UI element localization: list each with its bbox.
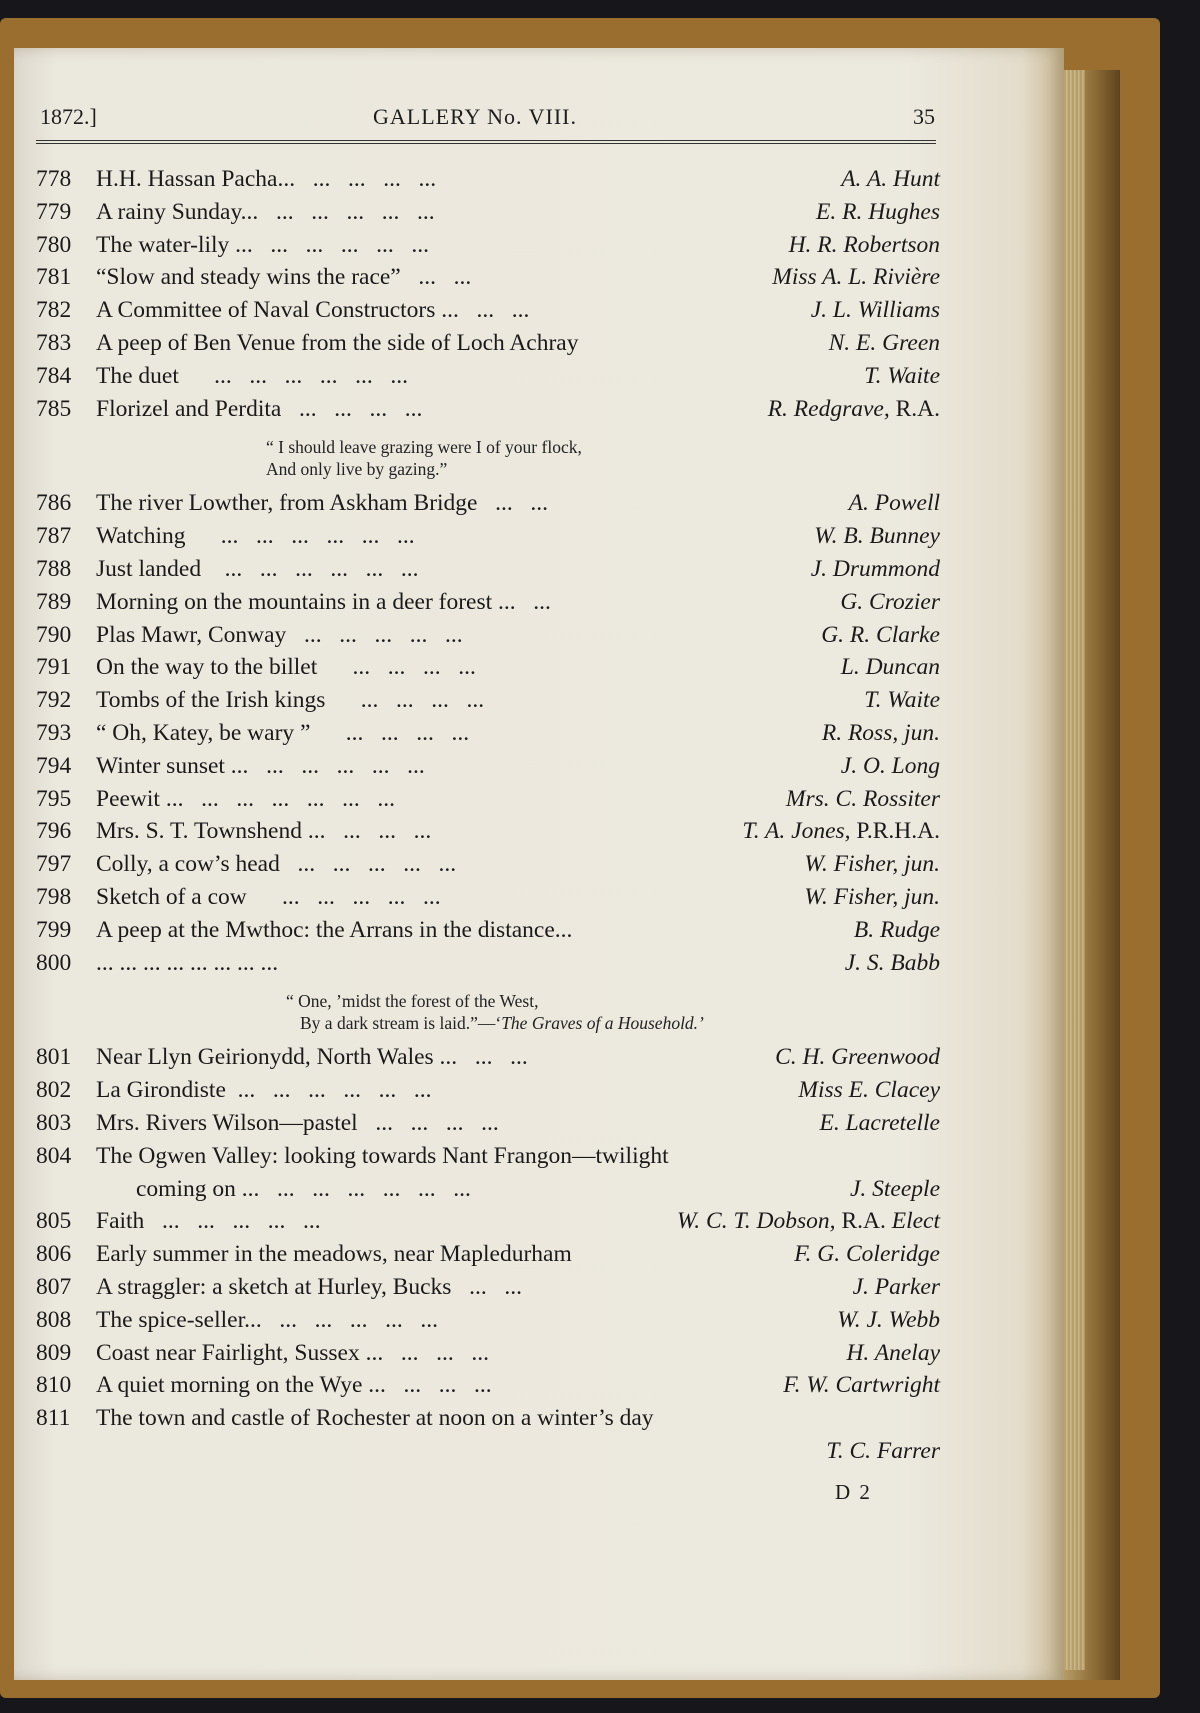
- entry-artist: [816, 199, 940, 226]
- entry-title: [96, 1044, 528, 1071]
- leader-dots: ... ... ... ... ...: [144, 1208, 321, 1235]
- entry-number: 805: [36, 1208, 72, 1235]
- entry-title-text: “ Oh, Katey, be wary ”: [96, 719, 311, 746]
- quote-block: [36, 428, 940, 490]
- entry-title: [96, 622, 463, 649]
- entry-number: 803: [36, 1109, 72, 1136]
- artist-name: T. Waite: [864, 362, 940, 389]
- entry-group: [36, 490, 940, 982]
- entry-title-text: Florizel and Perdita: [96, 395, 282, 422]
- entry-artist: [829, 330, 940, 357]
- entry-number: 779: [36, 198, 72, 225]
- catalogue-entry: [36, 523, 940, 556]
- artist-name: W. Fisher, jun.: [804, 883, 940, 910]
- catalogue-entry: [36, 264, 940, 297]
- entry-title-text: Colly, a cow’s head: [96, 851, 280, 878]
- entry-title-text: La Girondiste: [96, 1077, 226, 1104]
- entry-title-text: Faith: [96, 1208, 145, 1235]
- entry-number: 811: [36, 1405, 71, 1432]
- leader-dots: ... ... ... ... ... ...: [259, 1175, 471, 1202]
- artist-name: L. Duncan: [840, 654, 940, 681]
- entry-title: [96, 851, 456, 878]
- leader-dots: ... ... ... ...: [357, 1109, 499, 1136]
- entry-group: [36, 166, 940, 428]
- entry-number: 790: [36, 621, 72, 648]
- artist-name: G. Crozier: [840, 588, 940, 615]
- entry-title: [96, 1241, 572, 1268]
- artist-name: F. W. Cartwright: [783, 1372, 940, 1399]
- leader-dots: ... ... ... ... ...: [252, 231, 430, 258]
- artist-name: J. Steeple: [849, 1175, 940, 1202]
- header-year: 1872.]: [40, 104, 97, 129]
- entry-artist: [840, 589, 940, 616]
- quote-line: [286, 1012, 940, 1034]
- entry-artist: [822, 720, 940, 747]
- catalogue-entry: [36, 1143, 940, 1176]
- catalogue-entry: [36, 490, 940, 523]
- leader-dots: ... ... ...: [385, 1372, 492, 1399]
- entry-artist: [853, 1274, 940, 1301]
- entry-artist: [841, 654, 940, 681]
- entry-title-text: Morning on the mountains in a deer forest: [96, 588, 493, 615]
- artist-name: J. Parker: [852, 1273, 940, 1300]
- entry-title: [96, 363, 408, 390]
- entry-title-text: Early summer in the meadows, near Mapledurham: [96, 1241, 572, 1268]
- leader-dots: ... ... ... ... ... ...: [201, 555, 419, 582]
- artist-name: J. S. Babb: [844, 949, 940, 976]
- entry-number: 802: [36, 1077, 72, 1104]
- leader-dots: ... ...: [457, 1044, 528, 1071]
- leader-dots: ... ...: [458, 297, 530, 324]
- leader-dots: ... ... ...: [325, 818, 432, 845]
- entry-artist: [850, 1176, 940, 1203]
- entry-artist: [814, 523, 940, 550]
- leader-dots: ... ... ... ...: [281, 395, 423, 422]
- catalogue-entry: [36, 917, 940, 950]
- catalogue-entry: [36, 1438, 940, 1471]
- entry-artist: [841, 753, 940, 780]
- entry-number: 795: [36, 785, 72, 812]
- catalogue-entry: [36, 851, 940, 884]
- entry-artist: [789, 232, 940, 259]
- artist-name: J. L. Williams: [810, 297, 940, 324]
- artist-name: W. J. Webb: [837, 1306, 940, 1333]
- catalogue-entry: [36, 1372, 940, 1405]
- catalogue-entry: [36, 199, 940, 232]
- entry-artist: [854, 917, 940, 944]
- entry-title-text: Near Llyn Geirionydd, North Wales ...: [96, 1044, 458, 1071]
- entry-title: [96, 1372, 492, 1399]
- entry-title: [96, 654, 476, 681]
- entry-artist: [677, 1208, 940, 1235]
- leader-dots: ... ... ... ... ...: [277, 166, 437, 192]
- catalogue-entry: [36, 297, 940, 330]
- entry-number: 791: [36, 654, 72, 681]
- header-gallery: GALLERY No. VIII.: [373, 104, 577, 129]
- artist-name: E. Lacretelle: [819, 1109, 940, 1136]
- entry-title: [96, 1143, 669, 1170]
- catalogue-entry: [36, 884, 940, 917]
- running-header: [40, 104, 935, 134]
- entry-number: 783: [36, 329, 72, 356]
- artist-name: Miss A. L. Rivière: [772, 264, 940, 291]
- artist-name: H. R. Robertson: [788, 231, 940, 258]
- artist-name: A. Powell: [848, 490, 940, 517]
- entry-artist: [804, 884, 940, 911]
- catalogue-entry: [36, 622, 940, 655]
- entry-title-text: The water-lily ...: [96, 231, 253, 258]
- header-rule: [36, 140, 936, 144]
- entry-number: 797: [36, 851, 72, 878]
- entry-title: [96, 818, 431, 845]
- entry-number: 794: [36, 752, 72, 779]
- artist-name: G. R. Clarke: [821, 621, 940, 648]
- artist-suffix: R.A.: [835, 1208, 892, 1235]
- entry-number: 782: [36, 297, 72, 324]
- entry-title: [96, 917, 572, 944]
- page-number: 35: [913, 104, 935, 129]
- entry-title-text: The Ogwen Valley: looking towards Nant Frangon—twilight: [96, 1142, 669, 1169]
- entry-group: [36, 1044, 940, 1470]
- entry-artist: [775, 1044, 940, 1071]
- entry-artist: [786, 786, 940, 813]
- entry-number: 808: [36, 1306, 72, 1333]
- entry-title-text: Tombs of the Irish kings: [96, 687, 326, 714]
- entry-title-text: Mrs. Rivers Wilson—pastel: [96, 1109, 358, 1136]
- quote-line: “ One, ’midst the forest of the West,: [286, 991, 539, 1012]
- entry-number: 778: [36, 166, 72, 192]
- quote-line: “ I should leave grazing were I of your flock,: [266, 437, 582, 458]
- catalogue-list: [36, 166, 940, 1471]
- artist-name: T. Waite: [864, 687, 940, 714]
- entry-artist: [846, 1340, 940, 1367]
- signature-mark: D 2: [835, 1480, 872, 1504]
- artist-name: F. G. Coleridge: [794, 1241, 940, 1268]
- entry-number: 793: [36, 719, 72, 746]
- quote-block: [36, 982, 940, 1044]
- entry-title-text: A peep of Ben Venue from the side of Loch Achray: [96, 329, 579, 356]
- catalogue-entry: [36, 589, 940, 622]
- entry-artist: [826, 1438, 940, 1465]
- entry-title: [96, 264, 471, 291]
- artist-suffix-italic: Elect: [891, 1208, 940, 1235]
- artist-name: B. Rudge: [853, 916, 940, 943]
- catalogue-entry: [36, 818, 940, 851]
- entry-title: [96, 786, 395, 813]
- entry-title-text: A Committee of Naval Constructors ...: [96, 297, 459, 324]
- catalogue-entry: [36, 232, 940, 265]
- artist-name: Mrs. C. Rossiter: [785, 785, 940, 812]
- entry-title: [96, 556, 418, 583]
- entry-title: [96, 1340, 489, 1367]
- entry-artist: [821, 622, 940, 649]
- entry-number: 786: [36, 490, 72, 517]
- entry-title: [96, 1274, 522, 1301]
- entry-artist: [742, 818, 940, 845]
- entry-title-text: A peep at the Mwthoc: the Arrans in the distance...: [96, 916, 573, 943]
- leader-dots: ... ... ... ... ...: [258, 198, 435, 225]
- catalogue-entry: [36, 786, 940, 819]
- entry-artist: [849, 490, 940, 517]
- entry-title-text: “Slow and steady wins the race”: [96, 264, 401, 291]
- artist-name: R. Ross,: [821, 719, 899, 746]
- entry-title-text: On the way to the billet: [96, 654, 318, 681]
- entry-title-text: The town and castle of Rochester at noon on a winter’s day: [96, 1405, 654, 1432]
- entry-title-text: A rainy Sunday...: [96, 198, 259, 225]
- entry-artist: [794, 1241, 940, 1268]
- entry-number: 801: [36, 1044, 72, 1071]
- catalogue-entry: [36, 1044, 940, 1077]
- entry-title: [96, 330, 578, 357]
- artist-name: N. E. Green: [828, 329, 940, 356]
- entry-artist: [841, 166, 940, 193]
- entry-title-text: Sketch of a cow: [96, 883, 247, 910]
- entry-number: 784: [36, 362, 72, 389]
- leader-dots: ... ...: [451, 1273, 522, 1300]
- entry-number: 796: [36, 818, 72, 845]
- entry-number: 788: [36, 555, 72, 582]
- entry-title: [96, 166, 436, 193]
- entry-number: 799: [36, 916, 72, 943]
- entry-title: [96, 1077, 432, 1104]
- quote-text: By a dark stream is laid.”—‘: [300, 1013, 502, 1034]
- entry-title-text: A quiet morning on the Wye ...: [96, 1372, 386, 1399]
- entry-title: [96, 589, 551, 616]
- quote-source: The Graves of a Household.’: [501, 1013, 704, 1034]
- entry-title-text: The spice-seller...: [96, 1306, 262, 1333]
- leader-dots: ... ...: [492, 588, 551, 615]
- entry-artist: [798, 1077, 940, 1104]
- entry-title: [96, 396, 422, 423]
- catalogue-entry: [36, 753, 940, 786]
- leader-dots: ... ... ... ...: [325, 687, 485, 714]
- leader-dots: ... ... ... ...: [310, 719, 470, 746]
- entry-artist: [772, 264, 940, 291]
- leader-dots: ... ... ... ... ... ...: [178, 362, 408, 389]
- artist-name: J. O. Long: [840, 752, 940, 779]
- catalogue-entry: [36, 1110, 940, 1143]
- artist-name: Miss E. Clacey: [798, 1077, 940, 1104]
- entry-title-text: Winter sunset ...: [96, 752, 249, 779]
- leader-dots: ... ...: [477, 490, 548, 517]
- entry-number: 806: [36, 1241, 72, 1268]
- leader-dots: ... ... ... ...: [317, 654, 476, 681]
- entry-artist: [845, 950, 940, 977]
- entry-title-text: H.H. Hassan Pacha: [96, 166, 278, 192]
- catalogue-entry: [36, 654, 940, 687]
- artist-suffix: R.A.: [889, 395, 940, 422]
- entry-title-text: Watching: [96, 523, 186, 550]
- entry-artist: [768, 396, 940, 423]
- entry-title-text: Peewit ...: [96, 785, 184, 812]
- leader-dots: ... ...: [400, 264, 472, 291]
- entry-number: 792: [36, 687, 72, 714]
- leader-dots: ... ... ... ... ...: [261, 1306, 438, 1333]
- entry-number: 800: [36, 949, 72, 976]
- artist-name: J. Drummond: [810, 555, 940, 582]
- artist-name: E. R. Hughes: [815, 198, 940, 225]
- catalogue-entry: [36, 1274, 940, 1307]
- quote-line: And only live by gazing.”: [266, 459, 448, 480]
- artist-suffix: P.R.H.A.: [850, 818, 940, 845]
- leader-dots: ... ... ... ... ...: [279, 851, 457, 878]
- catalogue-entry: [36, 1405, 940, 1438]
- artist-name: C. H. Greenwood: [775, 1044, 940, 1071]
- entry-title: [96, 490, 548, 517]
- entry-title: [96, 523, 415, 550]
- entry-title-text: The duet: [96, 362, 179, 389]
- entry-number: 781: [36, 264, 72, 291]
- leader-dots: ... ... ... ... ...: [286, 621, 463, 648]
- leader-dots: ... ... ... ... ... ...: [225, 1077, 432, 1104]
- entry-artist: [811, 297, 940, 324]
- leader-dots: ... ... ... ... ... ...: [185, 523, 415, 550]
- catalogue-entry: [36, 1307, 940, 1340]
- entry-title: [136, 1176, 471, 1203]
- entry-artist: [811, 556, 940, 583]
- catalogue-entry: [36, 1176, 940, 1209]
- entry-title: [96, 720, 469, 747]
- catalogue-entry: [36, 950, 940, 983]
- entry-artist: [819, 1110, 940, 1137]
- artist-suffix-italic: jun.: [898, 719, 940, 746]
- catalogue-entry: [36, 396, 940, 429]
- artist-name: H. Anelay: [846, 1339, 940, 1366]
- catalogue-entry: [36, 1241, 940, 1274]
- entry-number: 785: [36, 395, 72, 422]
- artist-name: W. B. Bunney: [814, 523, 940, 550]
- catalogue-entry: [36, 1208, 940, 1241]
- leader-dots: ... ... ...: [383, 1339, 489, 1366]
- entry-number: 809: [36, 1339, 72, 1366]
- entry-title: [96, 1405, 654, 1432]
- leader-dots: ... ... ... ... ...: [246, 883, 441, 910]
- entry-title: [96, 884, 441, 911]
- entry-number: 807: [36, 1273, 72, 1300]
- catalogue-entry: [36, 166, 940, 199]
- entry-number: 804: [36, 1142, 72, 1169]
- entry-title: [96, 1307, 438, 1334]
- entry-number: 789: [36, 588, 72, 615]
- entry-title: [96, 687, 484, 714]
- catalogue-entry: [36, 687, 940, 720]
- entry-title-text: A straggler: a sketch at Hurley, Bucks: [96, 1273, 452, 1300]
- entry-title: [96, 1208, 321, 1235]
- catalogue-entry: [36, 556, 940, 589]
- entry-title: [96, 199, 435, 226]
- catalogue-entry: [36, 1077, 940, 1110]
- entry-title: [96, 297, 529, 324]
- artist-name: A. A. Hunt: [841, 166, 940, 192]
- artist-name: T. A. Jones,: [742, 818, 851, 845]
- entry-title-text: coming on ...: [136, 1175, 260, 1202]
- entry-number: 810: [36, 1372, 72, 1399]
- entry-title-text: Mrs. S. T. Townshend ...: [96, 818, 326, 845]
- entry-artist: [864, 363, 940, 390]
- entry-title: [96, 1110, 499, 1137]
- entry-artist: [804, 851, 940, 878]
- leader-dots: ... ... ... ... ...: [248, 752, 425, 779]
- leader-dots: ... ... ... ... ... ...: [183, 785, 395, 812]
- entry-title: [96, 753, 425, 780]
- entry-artist: [837, 1307, 940, 1334]
- entry-artist: [864, 687, 940, 714]
- artist-name: T. C. Farrer: [826, 1437, 940, 1464]
- catalogue-entry: [36, 1340, 940, 1373]
- entry-title-text: Plas Mawr, Conway: [96, 621, 287, 648]
- entry-title-text: Coast near Fairlight, Sussex ...: [96, 1339, 384, 1366]
- entry-title-text: The river Lowther, from Askham Bridge: [96, 490, 478, 517]
- catalogue-entry: [36, 363, 940, 396]
- entry-number: 780: [36, 231, 72, 258]
- catalogue-entry: [36, 720, 940, 753]
- entry-title: [96, 232, 429, 259]
- artist-name: R. Redgrave,: [767, 395, 890, 422]
- entry-number: 798: [36, 883, 72, 910]
- catalogue-entry: [36, 330, 940, 363]
- artist-name: W. Fisher, jun.: [804, 851, 940, 878]
- entry-number: 787: [36, 523, 72, 550]
- entry-title: [96, 950, 278, 977]
- entry-artist: [783, 1372, 940, 1399]
- artist-name: W. C. T. Dobson,: [676, 1208, 836, 1235]
- entry-title-text: Just landed: [96, 555, 202, 582]
- entry-title-text: ... ... ... ... ... ... ... ...: [96, 949, 279, 976]
